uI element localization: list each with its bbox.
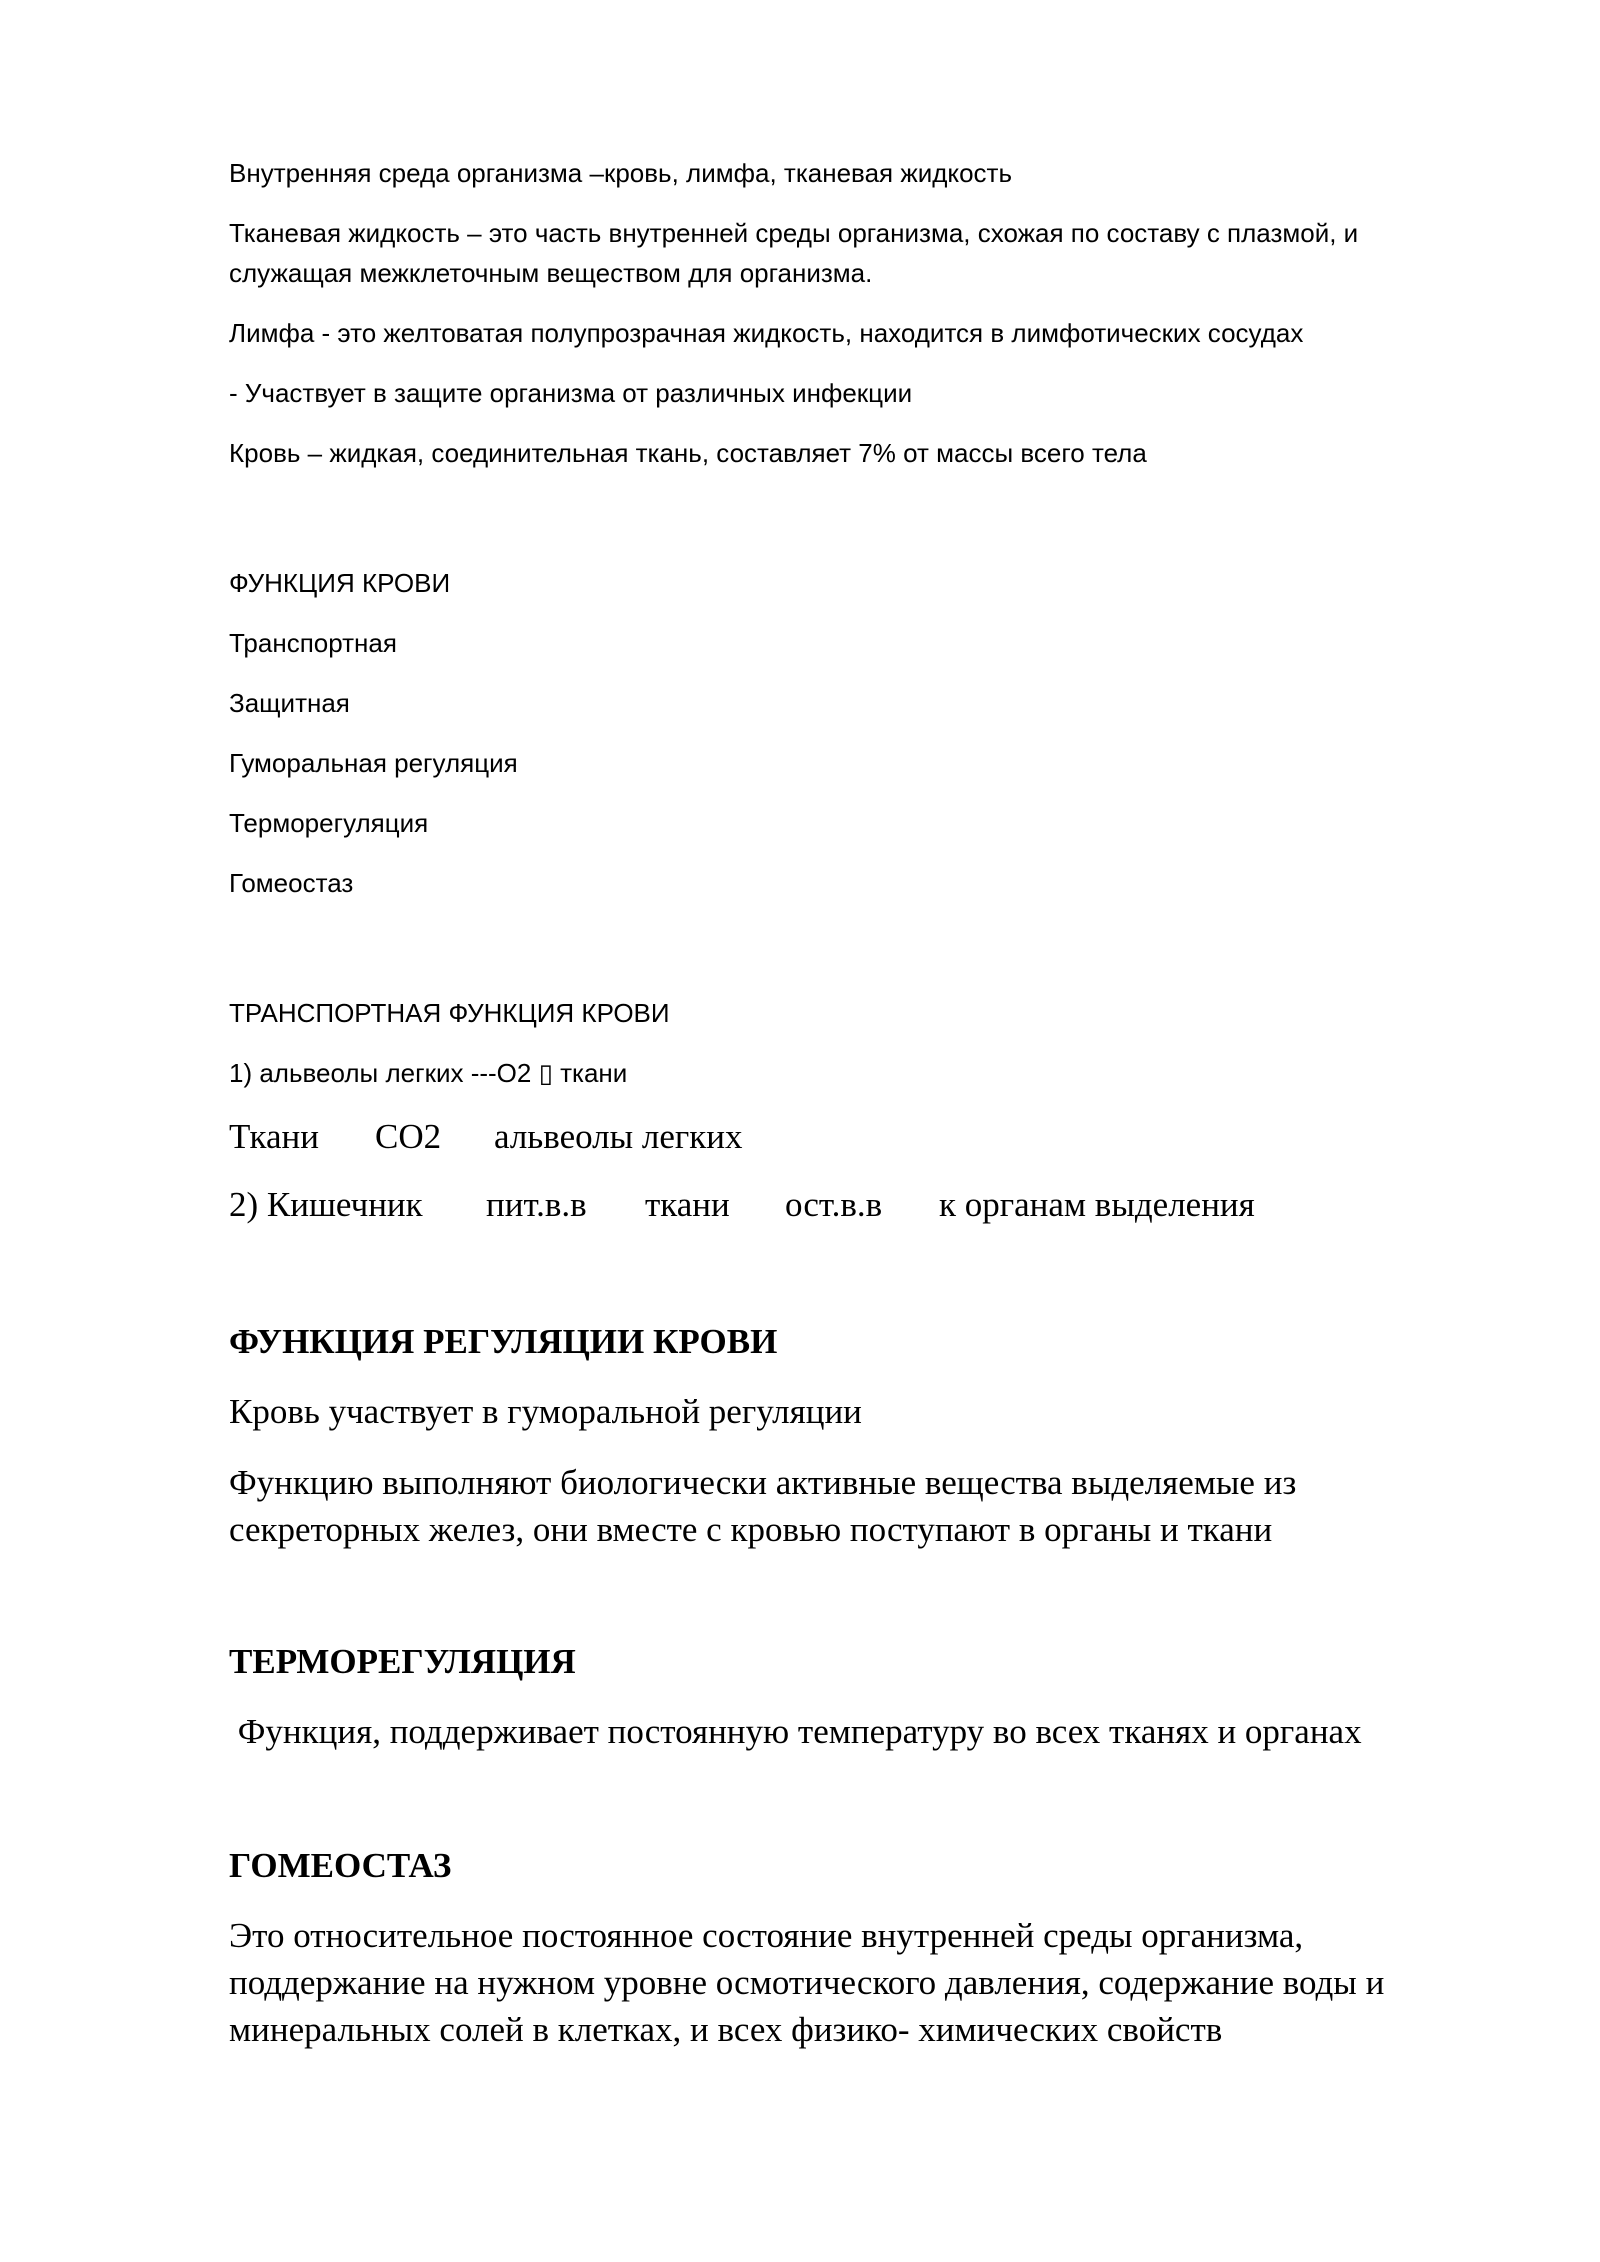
transport-row1-co2: СО2 [375,1117,442,1156]
intro-paragraph-blood: Кровь – жидкая, соединительная ткань, составляет 7% от массы всего тела [229,438,1147,468]
regulation-heading: ФУНКЦИЯ РЕГУЛЯЦИИ КРОВИ [229,1322,778,1361]
function-item-thermoregulation: Терморегуляция [229,808,429,838]
transport-row1-alveoli: альвеолы легких [494,1117,743,1156]
function-item-homeostasis: Гомеостаз [229,868,354,898]
intro-paragraph-lymph-protection: - Участвует в защите организма от различных инфекции [229,378,913,408]
thermo-heading: ТЕРМОРЕГУЛЯЦИЯ [229,1642,576,1681]
regulation-paragraph-line2: секреторных желез, они вместе с кровью поступают в органы и ткани [229,1510,1273,1549]
function-item-protective: Защитная [229,688,350,718]
function-item-humoral: Гуморальная регуляция [229,748,518,778]
homeostasis-paragraph-line3: минеральных солей в клетках, и всех физико- химических свойств [229,2010,1223,2049]
intro-paragraph-lymph: Лимфа - это желтоватая полупрозрачная жидкость, находится в лимфотических сосудах [229,318,1304,348]
transport-heading: ТРАНСПОРТНАЯ ФУНКЦИЯ КРОВИ [229,998,670,1028]
thermo-paragraph: Функция, поддерживает постоянную температуру во всех тканях и органах [229,1712,1362,1751]
intro-paragraph-internal-environment: Внутренняя среда организма –кровь, лимфа, тканевая жидкость [229,158,1012,188]
homeostasis-heading: ГОМЕОСТАЗ [229,1846,452,1885]
transport-row2-intestine: 2) Кишечник [229,1185,423,1224]
homeostasis-paragraph-line1: Это относительное постоянное состояние внутренней среды организма, [229,1916,1304,1955]
transport-row2-nutrients: пит.в.в [486,1185,587,1224]
transport-row2-excretion: к органам выделения [939,1185,1255,1224]
regulation-paragraph-line1: Функцию выполняют биологически активные вещества выделяемые из [229,1463,1297,1502]
intro-paragraph-tissue-fluid-line2: служащая межклеточным веществом для организма. [229,258,873,288]
transport-line-alveoli: 1) альвеолы легких ---O2 ▯ ткани [229,1058,628,1088]
functions-heading: ФУНКЦИЯ КРОВИ [229,568,451,598]
transport-row1-tissues: Ткани [229,1117,319,1156]
intro-paragraph-tissue-fluid-line1: Тканевая жидкость – это часть внутренней среды организма, схожая по составу с плазмой, и [229,218,1359,248]
transport-row2-residues: ост.в.в [785,1185,883,1224]
regulation-paragraph-humoral: Кровь участвует в гуморальной регуляции [229,1392,862,1431]
function-item-transport: Транспортная [229,628,397,658]
transport-row2-tissues: ткани [645,1185,730,1224]
homeostasis-paragraph-line2: поддержание на нужном уровне осмотического давления, содержание воды и [229,1963,1385,2002]
